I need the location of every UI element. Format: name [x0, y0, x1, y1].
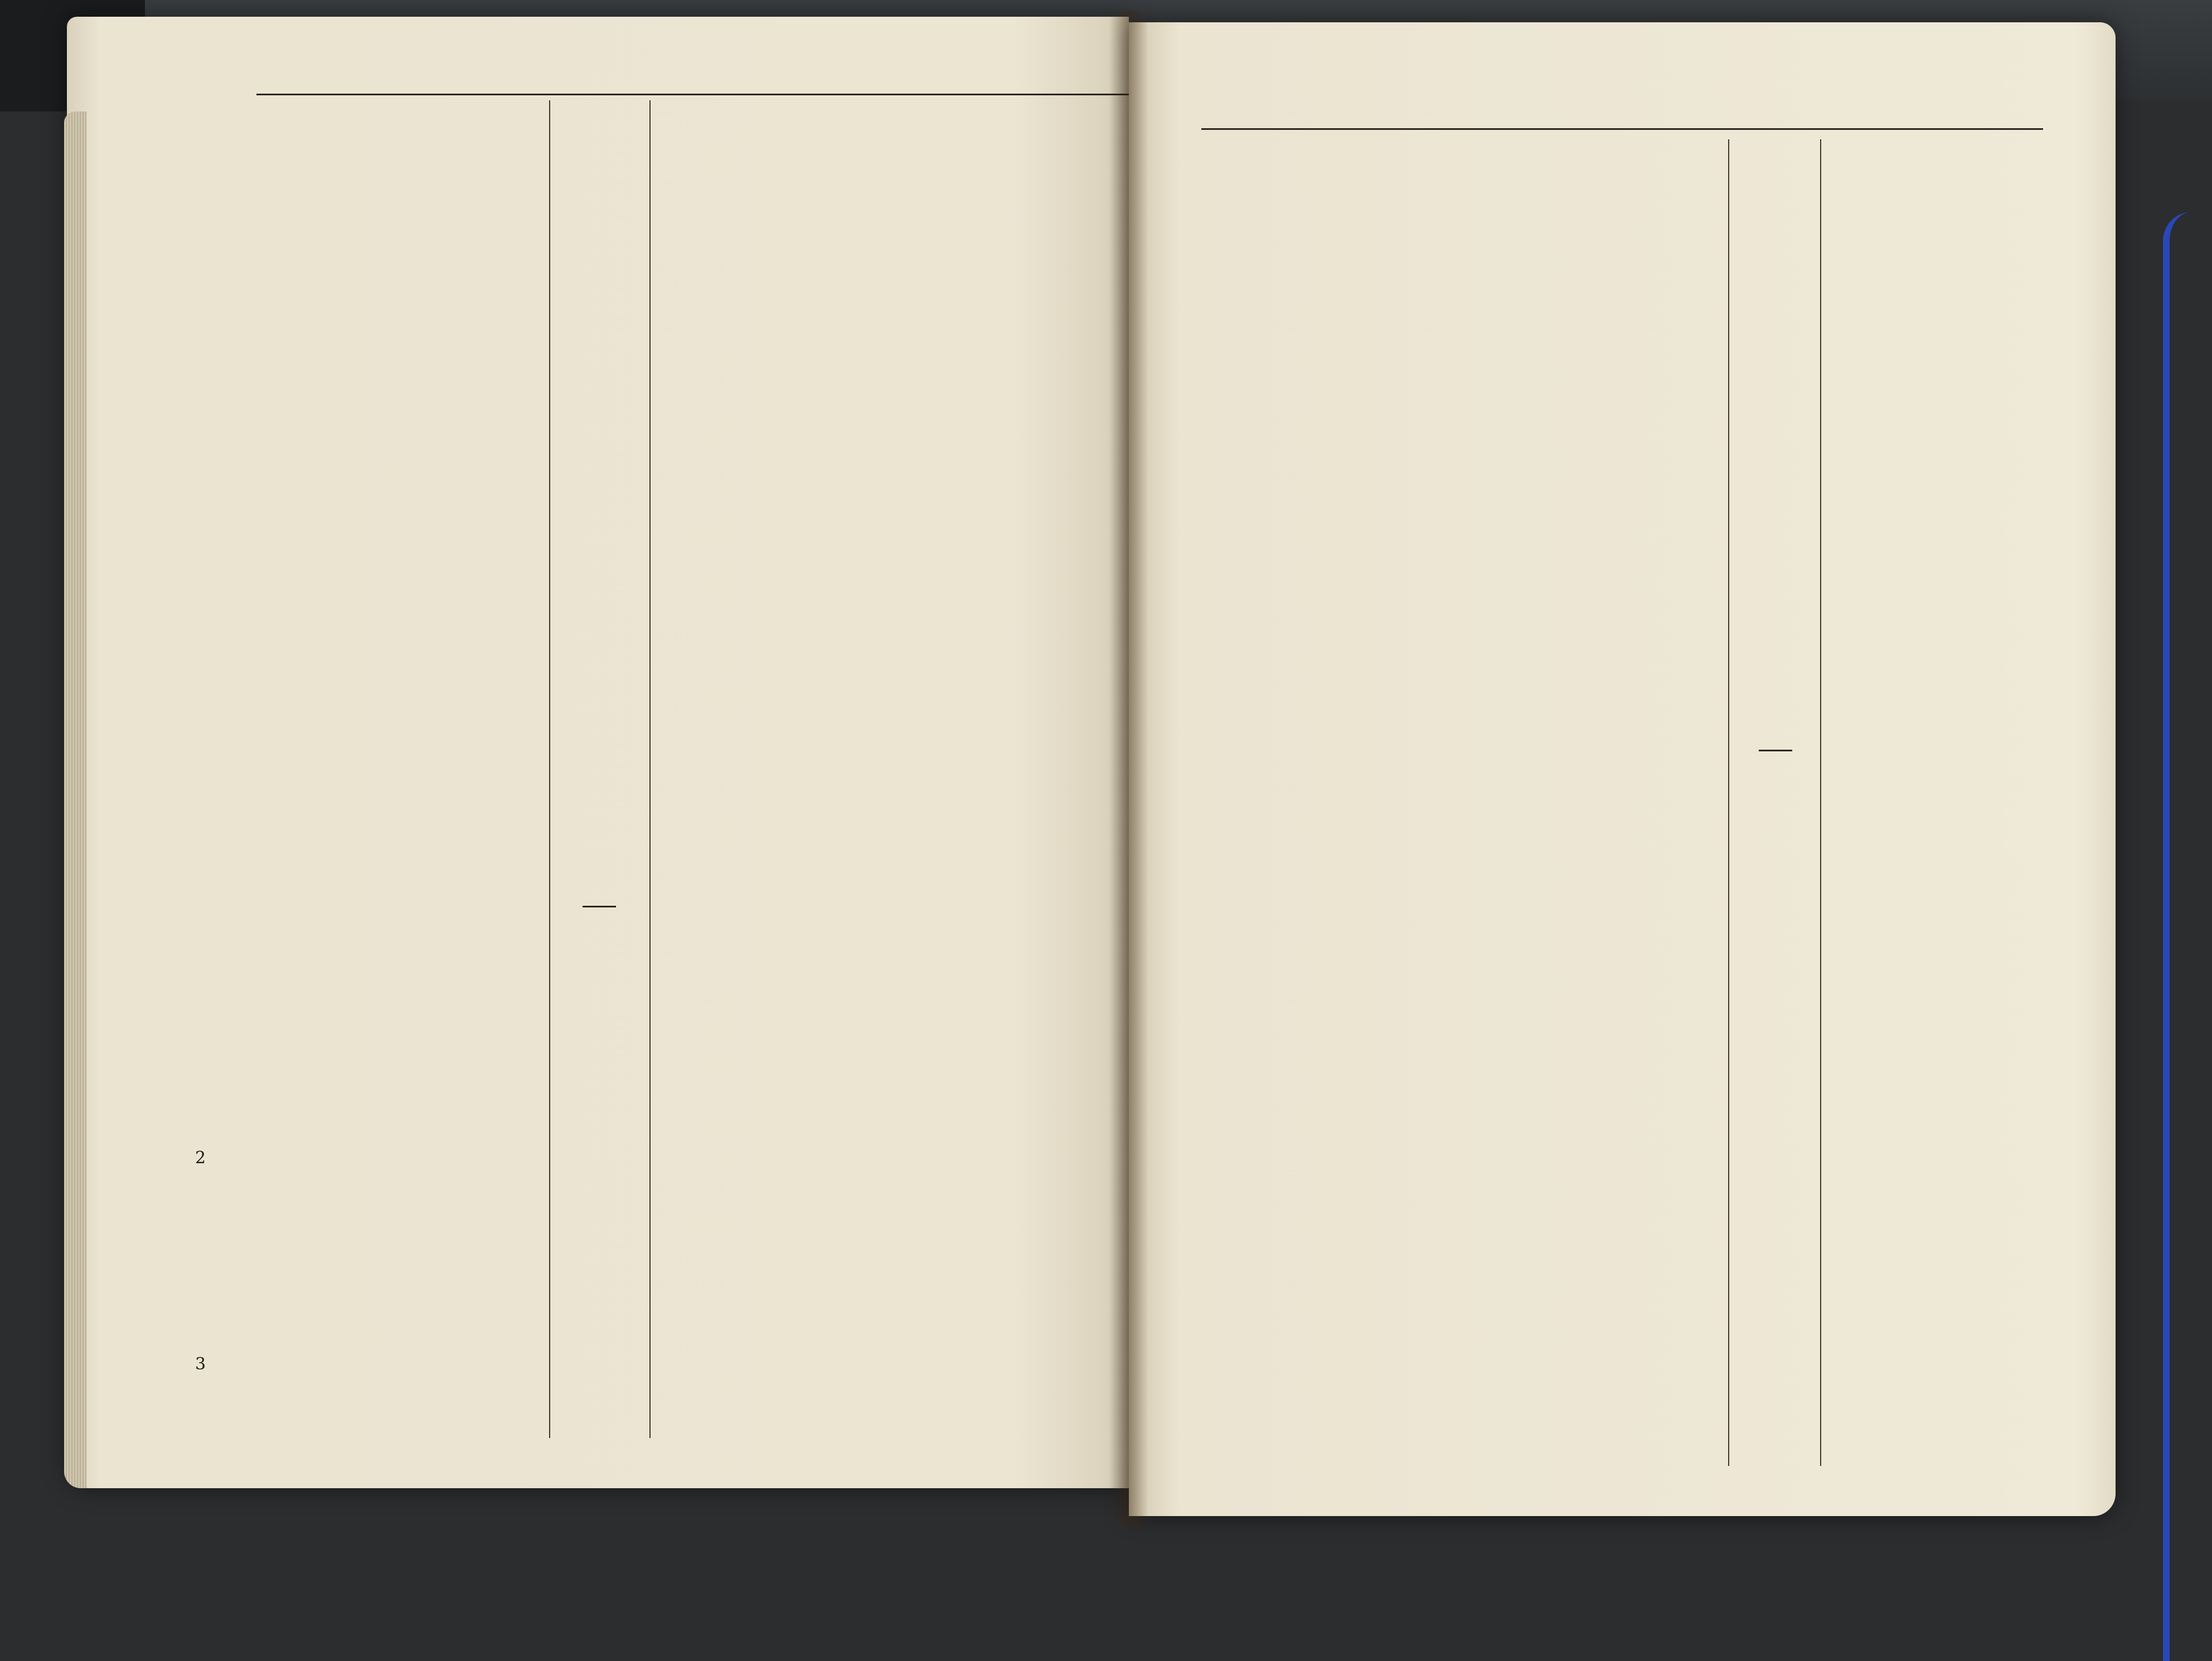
bookmark-ribbon	[2163, 212, 2192, 1661]
right-col-divider-2	[1820, 139, 1821, 1466]
left-ref-separator	[583, 906, 616, 907]
verse-number: 3	[195, 1354, 206, 1374]
left-col-divider-2	[649, 100, 651, 1438]
left-col-divider-1	[549, 100, 550, 1438]
left-header-rule	[256, 94, 1129, 95]
page-edges	[64, 111, 86, 1488]
book-spine-shadow	[1109, 11, 1148, 1527]
verse-number: 2	[195, 1148, 206, 1168]
right-col-divider-1	[1728, 139, 1729, 1466]
right-page	[1129, 22, 2116, 1516]
left-page	[67, 17, 1129, 1488]
right-header-rule	[1201, 128, 2043, 130]
right-ref-separator	[1759, 750, 1792, 751]
